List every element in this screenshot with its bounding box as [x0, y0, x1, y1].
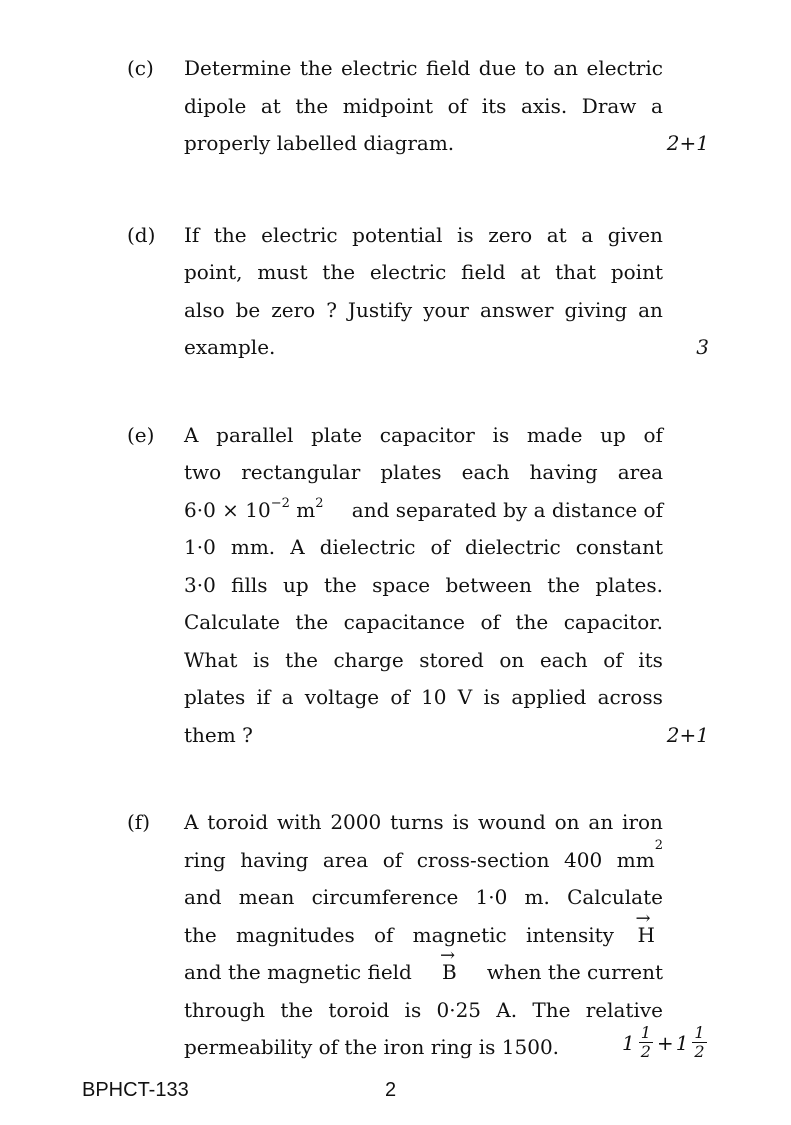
word: stored [419, 648, 484, 672]
word: with [277, 810, 322, 834]
word: your [423, 298, 469, 322]
word: 10 [421, 685, 447, 709]
word: midpoint [342, 94, 434, 118]
word: the [299, 56, 333, 80]
word: plates [380, 460, 442, 484]
word: at [546, 223, 567, 247]
word: of [430, 535, 450, 559]
word: an [638, 298, 663, 322]
word: space [372, 573, 431, 597]
word: toroid [328, 998, 390, 1022]
word: of [382, 848, 403, 872]
word: through [184, 998, 266, 1022]
word: V [457, 685, 473, 709]
word: if [256, 685, 271, 709]
field-text-before: and the magnetic field [184, 960, 412, 984]
cross-section-exponent: 2 [654, 838, 663, 853]
word: area [617, 460, 663, 484]
question-text-line: properly labelled diagram. [184, 131, 455, 155]
word: rectangular [241, 460, 361, 484]
word: Calculate [184, 610, 280, 634]
intensity-text [184, 923, 614, 947]
word: A [184, 810, 199, 834]
fraction-numerator: 1 [694, 1023, 705, 1042]
word: to [524, 56, 545, 80]
marks-whole-1: 1 [622, 1030, 635, 1055]
word: A [184, 423, 199, 447]
word: the [295, 610, 329, 634]
question-label: (d) [127, 223, 156, 247]
word: field [461, 260, 506, 284]
question-text-line [184, 460, 663, 484]
word: area [322, 848, 369, 872]
question-label: (f) [127, 810, 151, 834]
vector-b-symbol: B [442, 960, 457, 984]
word: is [457, 223, 474, 247]
word: is [492, 423, 510, 447]
word: Determine [184, 56, 292, 80]
fraction-denominator: 2 [640, 1042, 651, 1061]
question-text-line [184, 998, 663, 1022]
word: an [553, 56, 579, 80]
question-label: (e) [127, 423, 155, 447]
word: each [461, 460, 510, 484]
word: magnetic [412, 923, 507, 947]
word: Calculate [567, 885, 663, 909]
word: answer [479, 298, 554, 322]
question-text-line [184, 573, 663, 597]
word: mm [616, 848, 655, 872]
word: ? [326, 298, 337, 322]
question-text-line: permeability of the iron ring is 1500. [184, 1035, 560, 1059]
marks-whole-2: 1 [675, 1030, 689, 1055]
word: A [290, 535, 305, 559]
question-text-line [184, 685, 663, 709]
word: electric [261, 223, 338, 247]
question-text-line: them ? [184, 723, 253, 747]
word: applied [511, 685, 587, 709]
word: intensity [525, 923, 614, 947]
word: The [532, 998, 571, 1022]
vector-b [440, 945, 457, 984]
word: made [526, 423, 583, 447]
word: electric [369, 260, 447, 284]
question-text-line [184, 838, 663, 872]
word: of [447, 94, 468, 118]
page-number: 2 [385, 1079, 397, 1101]
word: giving [564, 298, 628, 322]
word: the [213, 223, 247, 247]
word: axis. [520, 94, 568, 118]
word: 1·0 [475, 885, 508, 909]
word: voltage [304, 685, 380, 709]
word: dipole [184, 94, 247, 118]
word: that [555, 260, 597, 284]
word: and [184, 885, 222, 909]
word: of [603, 648, 623, 672]
word: having [529, 460, 598, 484]
question-text-line [184, 56, 663, 80]
word: circumference [311, 885, 459, 909]
word: Justify [347, 298, 413, 322]
word: Draw [581, 94, 637, 118]
word: be [235, 298, 261, 322]
word: of [390, 685, 410, 709]
question-text-line [184, 908, 663, 947]
word: between [445, 573, 532, 597]
word: capacitor. [563, 610, 663, 634]
fraction-numerator: 1 [640, 1023, 651, 1042]
word: capacitor [379, 423, 475, 447]
word: dielectric [465, 535, 561, 559]
word: charge [333, 648, 404, 672]
word: wound [478, 810, 546, 834]
vector-h-symbol: H [637, 923, 655, 947]
word: a [651, 94, 663, 118]
area-mantissa: 6·0 × 10 [184, 498, 271, 522]
word: plates. [595, 573, 663, 597]
word: at [260, 94, 281, 118]
field-text-after: when the current [486, 960, 663, 984]
word: the [285, 648, 318, 672]
word: the [323, 573, 357, 597]
word: 3·0 [184, 573, 216, 597]
word: the [515, 610, 549, 634]
word: zero [488, 223, 533, 247]
word: of [480, 610, 500, 634]
word: the [280, 998, 314, 1022]
word: mean [238, 885, 295, 909]
word: the [184, 923, 217, 947]
word: electric [586, 56, 663, 80]
cross-section-text [184, 848, 655, 872]
area-exponent: −2 [270, 496, 290, 512]
marks-plus: + [656, 1030, 674, 1055]
question-text-line [184, 223, 663, 247]
word: of [643, 423, 663, 447]
question-label: (c) [127, 56, 154, 80]
word: A. [496, 998, 518, 1022]
word: its [638, 648, 663, 672]
word: fills [231, 573, 268, 597]
word: parallel [216, 423, 294, 447]
marks-fraction-2 [692, 1024, 706, 1061]
word: up [282, 573, 309, 597]
question-text-line [184, 945, 663, 984]
word: 0·25 [436, 998, 482, 1022]
word: If [184, 223, 200, 247]
area-unit-exponent: 2 [315, 496, 324, 512]
area-value [184, 498, 324, 522]
question-text-line [184, 298, 663, 322]
question-text-line [184, 810, 663, 834]
word: field [425, 56, 471, 80]
question-text-line [184, 260, 663, 284]
word: having [240, 848, 309, 872]
question-text-line [184, 423, 663, 447]
question-text-line: example. [184, 335, 276, 359]
word: given [607, 223, 663, 247]
word: dielectric [319, 535, 416, 559]
word: at [520, 260, 541, 284]
word: point [610, 260, 663, 284]
word: the [322, 260, 356, 284]
word: is [452, 810, 470, 834]
marks-fraction-1 [639, 1024, 653, 1061]
word: a [281, 685, 294, 709]
word: is [404, 998, 422, 1022]
word: due [478, 56, 517, 80]
word: on [554, 810, 580, 834]
word: point, [184, 260, 243, 284]
word: iron [622, 810, 663, 834]
area-rest: and separated by a distance of [351, 498, 663, 522]
word: of [374, 923, 394, 947]
question-text-line [184, 535, 663, 559]
question-text-line [184, 610, 663, 634]
vector-arrow-icon: → [635, 908, 651, 929]
question-text-line [184, 94, 663, 118]
word: capacitance [343, 610, 465, 634]
word: 1·0 [184, 535, 216, 559]
word: zero [271, 298, 316, 322]
word: is [483, 685, 501, 709]
word: its [481, 94, 507, 118]
fraction-denominator: 2 [694, 1042, 705, 1061]
area-unit: m [296, 498, 316, 522]
word: a [581, 223, 594, 247]
word: cross-section [416, 848, 550, 872]
word: electric [341, 56, 418, 80]
word: potential [352, 223, 443, 247]
word: mm. [230, 535, 276, 559]
paper-code: BPHCT-133 [82, 1079, 189, 1101]
word: ring [184, 848, 226, 872]
vector-h [635, 908, 655, 947]
question-text-line [184, 885, 663, 909]
word: the [295, 94, 329, 118]
word: on [499, 648, 525, 672]
question-text-line [184, 498, 663, 522]
marks: 2+1 [666, 131, 709, 155]
word: plate [311, 423, 363, 447]
word: is [252, 648, 270, 672]
word: constant [575, 535, 663, 559]
word: two [184, 460, 222, 484]
word: What [184, 648, 238, 672]
word: must [257, 260, 308, 284]
word: the [547, 573, 580, 597]
marks: 3 [696, 335, 709, 359]
word: also [184, 298, 225, 322]
word: each [539, 648, 588, 672]
marks [622, 1024, 709, 1061]
word: 400 [564, 848, 603, 872]
word: an [588, 810, 614, 834]
word: 2000 [330, 810, 382, 834]
marks: 2+1 [666, 723, 709, 747]
word: turns [390, 810, 444, 834]
word: up [600, 423, 626, 447]
word: across [597, 685, 663, 709]
vector-arrow-icon: → [440, 945, 456, 966]
word: relative [585, 998, 663, 1022]
word: toroid [207, 810, 269, 834]
question-text-line [184, 648, 663, 672]
word: plates [184, 685, 246, 709]
word: m. [524, 885, 550, 909]
word: magnitudes [235, 923, 355, 947]
